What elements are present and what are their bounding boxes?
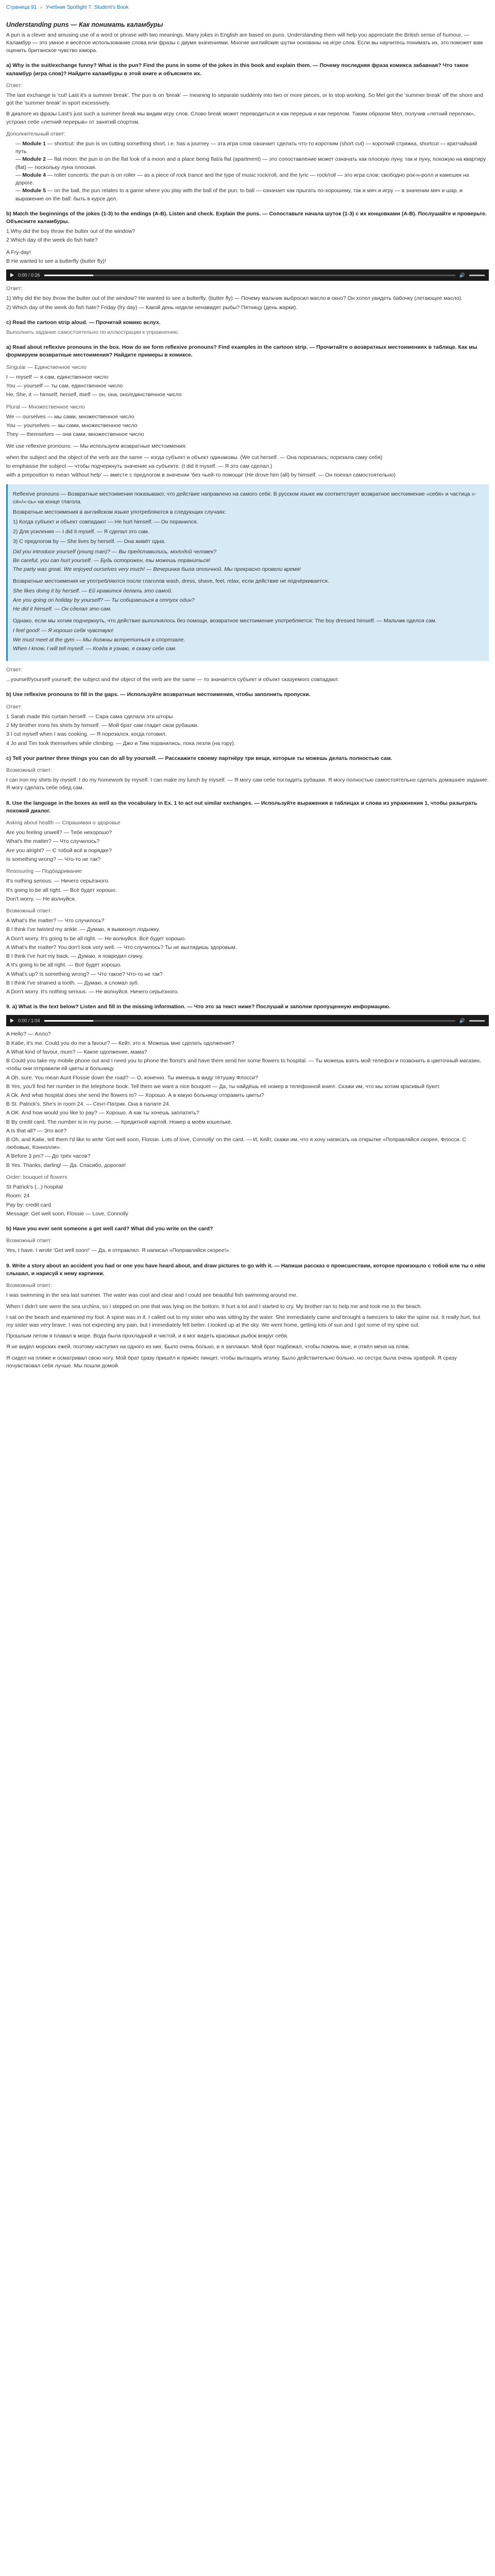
answer-label: Ответ: <box>6 666 23 673</box>
dialog-line: A What's the matter? You don't look very well. — Что случилось? Ты не выглядишь здоровым. <box>6 944 237 951</box>
story-ru-paragraph: Я не видел морских ежей, поэтому наступил на одного из них. Было очень больно, и я заплакал. Мой брат подбежал, чтобы помочь мне, и отвёл меня на пляж. <box>6 1344 410 1350</box>
transcript-line: A Oh, sure. You mean Aunt Flossie down the road? — О, конечно. Ты имеешь в виду тётушку Флосси? <box>6 1074 258 1081</box>
audio-player-1[interactable] <box>6 269 489 281</box>
box-example: When I know, I will tell myself. — Когда я узнаю, я скажу себе сам. <box>13 645 177 652</box>
story-ru-paragraph: Я сидел на пляже и осматривал свою ногу. Мой брат сразу пришёл и принёс пинцет, чтобы вытащить иголку. Было действительно больно, но сестра была очень храброй. Я сразу почувствовал себя лучше. Мы пошли домой. <box>6 1354 457 1369</box>
question-9: b) Have you ever sent someone a get well card? What did you write on the card? <box>6 1226 213 1232</box>
asking-list <box>6 829 489 863</box>
order-item: St Patrick's (...) hospital <box>6 1184 63 1191</box>
box-example: We must meet at the gym — Мы должны встретиться в спортзале. <box>13 636 185 643</box>
phrase-item: It's going to be all right. — Всё будет хорошо. <box>6 887 117 893</box>
reassuring-list <box>6 877 489 903</box>
story-en-paragraph: I sat on the beach and examined my foot. A spine was in it. I called out to my sister who was sitting by the water. She immediately came and brought a tweezers to take the spine out. It really hurt, but my sister was very brave. I was not expecting any pain, but I immediately felt better. I looked up at the sky. We went home, getting lots of sun and I got some of my spine out. <box>6 1314 481 1328</box>
joke-beginning: 2 Which day of the week do fish hate? <box>6 237 98 244</box>
dialog-line: B I think I've strained a tooth. — Думаю, я сломал зуб. <box>6 979 139 986</box>
grammar-note-box <box>6 484 489 661</box>
extra-answer-label: Дополнительный ответ: <box>6 130 66 137</box>
usage-list <box>6 454 489 480</box>
question-4: a) Read about reflexive pronouns in the box. How do we form reflexive pronouns? Find examples in the cartoon strip. — Прочитайте о возвратных местоимениях в таблице. Как мы формируем возвратные местоимения? Найдите примеры в комиксе. <box>6 344 477 359</box>
question-6: c) Tell your partner three things you can do all by yourself. — Расскажите своему партнёру три вещи, которые ты можешь делать полностью сам. <box>6 755 392 761</box>
order-item: Message: Get well soon, Flossie — Love, Connolly <box>6 1210 128 1217</box>
story-en-paragraph: I was swimming in the sea last summer. The water was cool and clear and I could see beautiful fish swimming around me. <box>6 1292 298 1299</box>
reassuring-label: Reassuring — Подбадривание <box>6 868 82 875</box>
dialog-line: A Don't worry. It's going to be all right. — Не волнуйся. Всё будет хорошо. <box>6 935 186 942</box>
dialog-line: A It's going to be all right. — Всё будет хорошо. <box>6 962 122 969</box>
phrase-item: What's the matter? — Что случилось? <box>6 838 100 845</box>
module-item: — Module 2 — flat moon: the pun is on the flat look of a moon and a place being flat/a flat (apartment) — это сопоставление может означать как плоскую луну, так и луну, похожую на квартиру (flat) — поскольку луна плоская. <box>15 156 489 171</box>
transcript-line: B Yes. Thanks, darling! — Да. Спасибо, дорогая! <box>6 1162 126 1168</box>
usage-item: when the subject and the object of the verb are the same — когда субъект и объект одинаковы. (We cut herself. — Она порезалась; порезала саму себя) <box>6 454 383 461</box>
module-item: — Module 5 — on the ball, the pun relates to a game where you play with the ball of the pun: to ball — означает как прыгать по-хорошему, так и мяч и игру — в значении мяч и шар, и выражение on the ball: быть в курсе дел. <box>15 187 489 202</box>
order-list <box>6 1183 489 1218</box>
volume-slider[interactable] <box>469 1020 485 1022</box>
volume-icon[interactable]: 🔊 <box>459 272 465 278</box>
transcript-line: A What kind of favour, mum? — Какое одолжение, мама? <box>6 1048 147 1055</box>
dialog-line: B I think I've twisted my ankle. — Думаю, я вывихнул лодыжку. <box>6 926 160 933</box>
box-example: He did it himself. — Он сделал это сам. <box>13 605 112 612</box>
transcript-line: B Katie, it's me. Could you do me a favour? — Кейт, это я. Можешь мне сделать одолжение? <box>6 1040 234 1046</box>
question-5: b) Use reflexive pronouns to fill in the gaps. — Используйте возвратные местоимения, чтобы заполнить пропуски. <box>6 691 311 698</box>
page-title: Understanding puns — Как понимать каламбуры <box>6 21 163 28</box>
transcript-line: A Before 3 pm? — До трёх часов? <box>6 1153 91 1160</box>
answer-5-item: 3 I cut myself when I was cooking. — Я порезался, когда готовил. <box>6 731 167 738</box>
pronoun-item: You — yourself — ты сам, единственное число <box>6 383 123 389</box>
answer-4: ...yourself/yourself yourself; the subject and the object of the verb are the same — то значается субъект и объект сказуемого совпадают. <box>6 676 339 683</box>
volume-icon[interactable]: 🔊 <box>459 1018 465 1023</box>
plural-list <box>6 413 489 439</box>
usage-item: to emphasise the subject — чтобы подчеркнуть значение на субъекте. (I did it myself. — Я это сам сделал.) <box>6 463 272 469</box>
answer-9: Yes, I have. I wrote 'Get well soon!' — Да, я отправлял. Я написал «Поправляйся скорее!». <box>6 1247 231 1254</box>
box-note: Возвратные местоимения не употребляются после глаголов wash, dress, shave, feel, relax, если действие не подчёркивается. <box>13 578 329 585</box>
phrase-item: Is something wrong? — Что-то не так? <box>6 856 101 862</box>
breadcrumb-link-page[interactable]: Страница 91 <box>6 5 37 10</box>
box-examples <box>13 548 484 574</box>
answer-6: I can iron my shirts by myself. I do my homework by myself. I can make my lunch by myself. — Я могу сам себе погладить рубашки. Я могу полностью самостоятельно сделать домашнее задание. Я могу сделать себе обед сам. <box>6 777 489 791</box>
singular-list <box>6 374 489 399</box>
box-example: I feel good! — Я хорошо себя чувствую! <box>13 628 114 634</box>
transcript-list <box>6 1030 489 1170</box>
joke-beginning: 1 Why did the boy throw the butter out of the window? <box>6 228 135 235</box>
dialog-line: A Don't worry. It's nothing serious. — Не волнуйся. Ничего серьёзного. <box>6 988 179 995</box>
answer-5-list <box>6 713 489 748</box>
box-end: Однако, если мы хотим подчеркнуть, что действие выполнялось без помощи, возвратное местоимение употребляется: The boy dressed himself. — Мальчик оделся сам. <box>13 618 437 624</box>
answer-label: Ответ: <box>6 285 23 292</box>
transcript-line: A Ok. And what hospital does she send the flowers to? — Хорошо. А в какую больницу отправить цветы? <box>6 1092 264 1098</box>
jokes-endings <box>6 249 489 265</box>
pronoun-item: He, She, it — himself, herself, itself — он, она, оно/единственное число <box>6 392 182 398</box>
question-2: b) Match the beginnings of the jokes (1-3) to the endings (A-B). Listen and check. Explain the puns. — Сопоставьте начала шуток (1-3) с их концовками (A-B). Послушайте и проверьте. Объясните каламбуры. <box>6 210 487 225</box>
transcript-line: A Is that all? — Это всё? <box>6 1127 66 1134</box>
breadcrumb: Страница 91 » Учебник Spotlight 7. Student's Book <box>6 5 129 10</box>
order-label: Order: bouquet of flowers <box>6 1174 67 1180</box>
answer-label: Ответ: <box>6 82 23 89</box>
transcript-line: A Hello? — Алло? <box>6 1031 51 1038</box>
intro-text: A pun is a clever and amusing use of a word or phrase with two meanings. Many jokes in English are based on puns. Understanding them will help you appreciate the British sense of humour. — Каламбур — это умное и весёлое использование слова или фразы с двумя значениями. Многие английские шутки основаны на игре слов. Если вы научитесь понимать их, это поможет вам оценить британское чувство юмора. <box>6 31 483 54</box>
answer-2-item: 1) Why did the boy throw the butter out of the window? He wanted to see a butterfly. (butter fly) — Почему мальчик выбросил масло в окно? Он хотел увидеть бабочку (летающее масло). <box>6 295 463 302</box>
question-8: 9. a) What is the text below? Listen and fill in the missing information. — Что это за текст ниже? Послушай и заполни пропущенную информацию. <box>6 1004 390 1010</box>
answer-label: Ответ: <box>6 703 23 710</box>
singular-label: Singular — Единственное число <box>6 364 87 370</box>
audio-time: 0:00 / 0:26 <box>18 272 40 278</box>
audio-progress-bar[interactable] <box>44 1020 455 1022</box>
answer-label: Возможный ответ: <box>6 1282 52 1289</box>
dialog-line: A What's the matter? — Что случилось? <box>6 918 105 924</box>
transcript-line: B Could you take my mobile phone out and I need you to phone the florist's and have them send her some flowers to hospital. — Ты можешь взять мой телефон и позвонить в цветочный магазин, чтобы они отправили ей цветы в больницу. <box>6 1058 481 1072</box>
box-paragraph: 3) С предлогом by — She lives by herself. — Она живёт одна. <box>13 538 166 545</box>
question-3: c) Read the cartoon strip aloud. — Прочитай комикс вслух. <box>6 319 161 326</box>
box-paragraph: Reflexive pronouns — Возвратные местоимения показывают, что действие направлено на самого себя. В русском языке им соответствует возвратное местоимение «себя» и частица «-ся»/«-сь» на конце глагола. <box>13 491 476 505</box>
joke-ending: A Fry-day! <box>6 249 31 256</box>
transcript-line: B Yes, you'll find her number in the telephone book. Tell them we want a nice bouquet — Да, ты найдёшь её номер в телефонной книге. Скажи им, что мы хотим красивый букет. <box>6 1083 440 1090</box>
pronoun-item: I — myself — я сам, единственное число <box>6 374 109 380</box>
order-item: Pay by: credit card <box>6 1201 51 1208</box>
transcript-line: B Oh, and Katie, tell them I'd like to write 'Get well soon, Flossie. Lots of love, Connolly' on the card. — И, Кейт, скажи им, что я хочу написать на открытке «Поправляйся скорее, Флосси. С любовью, Коннолли». <box>6 1137 467 1151</box>
dialog-label: Возможный ответ: <box>6 908 52 914</box>
box-example: Be careful, you can hurt yourself. — Будь осторожен, ты можешь пораниться! <box>13 557 210 564</box>
audio-time: 0:00 / 1:04 <box>18 1018 40 1023</box>
asking-label: Asking about health — Спрашивая о здоровье <box>6 820 121 826</box>
answer-1-ru: В диалоге из фразы Last's just such a summer break мы видим игру слов. Слово break может переводиться и как перерыв и как перелом. Таким образом Мел, получив «летний перелом», устроил себе «летний перерыв» от занятий спортом. <box>6 111 475 125</box>
box-paragraph: 2) Для усиления — I did it myself. — Я сделал это сам. <box>13 529 149 535</box>
audio-progress-bar[interactable] <box>44 275 455 276</box>
answer-label: Возможный ответ: <box>6 767 52 773</box>
audio-player-2[interactable] <box>6 1015 489 1026</box>
box-example: She likes doing it by herself. — Ей нравится делать это самой. <box>13 588 173 595</box>
usage-intro: We use reflexive pronouns: — Мы используем возвратные местоимения: <box>6 443 187 450</box>
dialog-line: A What's up? Is something wrong? — Что такое? Что-то не так? <box>6 971 163 977</box>
transcript-line: B By credit card. The number is in my purse. — Кредитной картой. Номер в моём кошельке. <box>6 1118 232 1125</box>
dialog-line: B I think I've hurt my back. — Думаю, я повредил спину. <box>6 953 144 960</box>
box-paragraph: 1) Когда субъект и объект совпадают — He hurt himself. — Он поранился. <box>13 518 198 525</box>
pronoun-item: You — yourselves — вы сами, множественное число <box>6 422 138 429</box>
phrase-item: Are you feeling unwell? — Тебе нехорошо? <box>6 829 112 836</box>
jokes-beginnings <box>6 228 489 244</box>
plural-label: Plural — Множественное число <box>6 403 85 410</box>
usage-item: with a preposition to mean 'without help' — вместе с предлогом в значении 'без чьей-то помощи' (He drove him (all) by himself. — Он поехал самостоятельно) <box>6 472 396 479</box>
transcript-line: A OK. And how would you like to pay? — Хорошо. А как ты хочешь заплатить? <box>6 1110 199 1116</box>
answer-5-item: 4 Jo and Tim took themselves while climbing. — Джо и Тим поранились, пока лезли (на гору). <box>6 740 235 747</box>
answer-2-item: 2) Which day of the week do fish hate? Friday (fry day) — Какой день недели ненавидят рыбы? Пятницу (день жарки). <box>6 304 298 311</box>
answer-5-item: 1 Sarah made this curtain herself. — Сара сама сделала эти шторы. <box>6 713 175 720</box>
answer-3: Выполнить задание самостоятельно по иллюстрации к упражнению. <box>6 329 179 335</box>
box-example: Are you going on holiday by yourself? — Ты собираешься в отпуск один? <box>13 597 195 603</box>
answer-1-en: The last exchange is 'cut! Last it's a summer break'. The pun is on 'break' — meaning to separate suddenly into two or more pieces, or to stop working. So Mel got the 'summer break' off the shore and got the 'summer break' in sport excessively. <box>6 92 483 107</box>
phrase-item: Don't worry. — Не волнуйся. <box>6 895 76 902</box>
play-icon[interactable] <box>10 1019 14 1023</box>
volume-slider[interactable] <box>469 275 485 276</box>
box-example: The party was great. We enjoyed ourselves very much! — Вечеринка была отличной. Мы прекрасно провели время! <box>13 566 301 572</box>
story-ru-paragraph: Прошлым летом я плавал в море. Вода была прохладной и чистой, и я мог видеть красивых рыбок вокруг себя. <box>6 1333 288 1340</box>
box-examples-2 <box>13 587 484 613</box>
question-1: a) Why is the suit/exchange funny? What is the pun? Find the puns in some of the jokes in this book and explain them. — Почему последняя фраза комикса забавная? Что такое каламбур (игра слов)? Найдите каламбуры в этой книге и объясните их. <box>6 62 469 77</box>
module-item: — Module 1 — shortcut: the pun is on cutting something short, i.e. has a journey — эта игра слов означает сделать что-то коротким (short cut) — короткий стрижка, shortcut — кратчайший путь. <box>15 140 489 156</box>
answer-label: Возможный ответ: <box>6 1238 52 1244</box>
breadcrumb-link-book[interactable]: Учебник Spotlight 7. Student's Book <box>45 5 129 10</box>
modules-list <box>15 140 489 203</box>
order-item: Room: 24 <box>6 1193 30 1199</box>
answer-2-list <box>6 295 489 311</box>
phrase-item: It's nothing serious. — Ничего серьёзного. <box>6 878 110 885</box>
module-item: — Module 4 — roller concerts: the pun is on roller — as a piece of rock trance and the type of music rock/roll, and the lyric — rock/roll — это игра слов: свободно рок-н-ролл и камешек на дороге. <box>15 172 489 187</box>
pronoun-item: We — ourselves — мы сами, множественное число <box>6 413 134 420</box>
transcript-line: B St. Patrick's. She's in room 24. — Сент-Патрик. Она в палате 24. <box>6 1101 170 1108</box>
box-example: Did you introduce yourself (young man)? — Вы представились, молодой человек? <box>13 548 217 555</box>
phrase-item: Are you alright? — С тобой всё в порядке? <box>6 847 112 854</box>
question-10: 9. Write a story about an accident you had or one you have heard about, and draw pictures to go with it. — Напиши рассказ о происшествии, которое произошло с тобой или ты о нём слышал, и нарисуй к нему картинки. <box>6 1262 485 1277</box>
question-7: 8. Use the language in the boxes as well as the vocabulary in Ex. 1 to act out similar exchanges. — Используйте выражения в таблицах и слова из упражнения 1, чтобы разыграть похожий диалог. <box>6 800 477 814</box>
box-paragraph: Возвратные местоимения в английском языке употребляются в следующих случаях: <box>13 509 227 515</box>
pronoun-item: They — themselves — они сами, множественное число <box>6 431 144 438</box>
dialog-list <box>6 917 489 996</box>
story-en-paragraph: When I didn't see were the sea urchins, so I stepped on one that was lying on the bottom. It hurt a lot and I started to cry. My brother ran to help me and took me to the beach. <box>6 1303 422 1310</box>
box-examples-3 <box>13 627 484 653</box>
play-icon[interactable] <box>10 273 14 277</box>
joke-ending: B He wanted to see a butterfly (butter fly)! <box>6 258 106 264</box>
answer-5-item: 2 My brother irons his shirts by himself. — Мой брат сам гладит свои рубашки. <box>6 722 199 729</box>
